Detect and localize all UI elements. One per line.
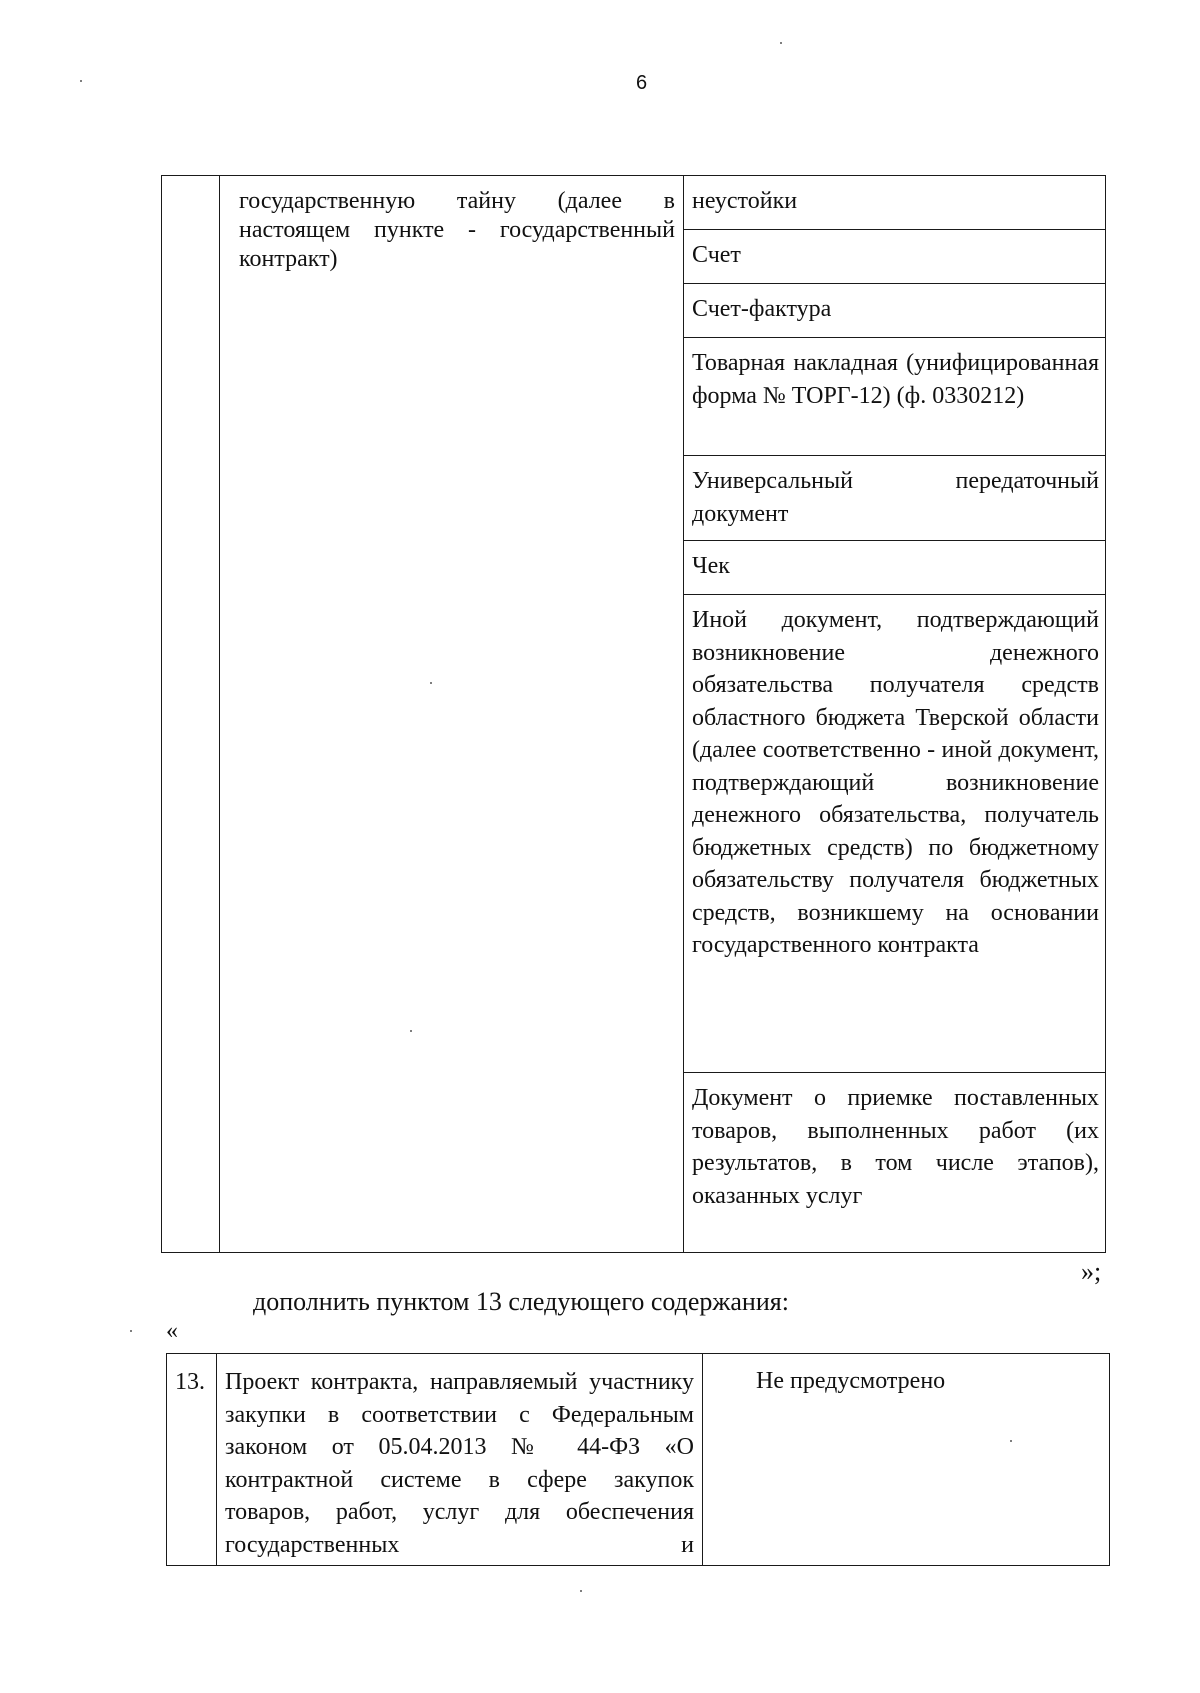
value-cell [703, 1354, 1110, 1566]
document-text: Иной документ, подтверждающий возникновение денежного обязательства получателя средств областного бюджета Тверской области (далее соответственно - иной документ, подтверждающий возникновение денежного обязательства, получатель бюджетных средств) по бюджетному обязательству получателя бюджетных средств, возникшему на основании государственного контракта [692, 607, 1099, 958]
document-cell [684, 541, 1106, 595]
item-number: 13. [175, 1369, 205, 1395]
table-row [162, 176, 1106, 230]
document-cell [684, 230, 1106, 284]
opening-quote: « [166, 1318, 178, 1344]
document-text: Счет [692, 242, 741, 268]
scan-speck [80, 80, 82, 82]
table-row [167, 1354, 1110, 1566]
document-cell [684, 284, 1106, 338]
document-cell [684, 456, 1106, 541]
document-cell [684, 595, 1106, 1073]
value-text: Не предусмотрено [756, 1368, 946, 1394]
number-cell [162, 176, 220, 1253]
description-text: государственную тайну (далее в настоящем пункте - государственный контракт) [239, 188, 675, 272]
scan-speck [580, 1590, 582, 1592]
description-cell [220, 176, 684, 1253]
item-13-table [166, 1353, 1110, 1566]
scan-speck [430, 682, 432, 684]
documents-table [161, 175, 1106, 1253]
number-cell [167, 1354, 217, 1566]
scan-speck [780, 42, 782, 44]
scan-speck [130, 1330, 132, 1332]
document-text: неустойки [692, 188, 798, 214]
scan-speck [1010, 1440, 1012, 1442]
document-text: Чек [692, 553, 730, 579]
document-text: Документ о приемке поставленных товаров, выполненных работ (их результатов, в том числе этапов), оказанных услуг [692, 1085, 1099, 1209]
description-cell [217, 1354, 703, 1566]
document-cell [684, 176, 1106, 230]
document-text: Счет-фактура [692, 296, 832, 322]
document-cell [684, 338, 1106, 456]
closing-quote: »; [1081, 1257, 1102, 1286]
document-cell [684, 1073, 1106, 1253]
scan-speck [410, 1030, 412, 1032]
amendment-intro: дополнить пунктом 13 следующего содержания: [253, 1287, 789, 1316]
document-text: Товарная накладная (унифицированная форма № ТОРГ-12) (ф. 0330212) [692, 350, 1099, 409]
description-text: Проект контракта, направляемый участнику закупки в соответствии с Федеральным законом от 05.04.2013 № 44-ФЗ «О контрактной системе в сфере закупок товаров, работ, услуг для обеспечения государственных и [225, 1369, 694, 1558]
document-text: Универсальный передаточный документ [692, 468, 1099, 527]
page-number: 6 [635, 72, 648, 94]
